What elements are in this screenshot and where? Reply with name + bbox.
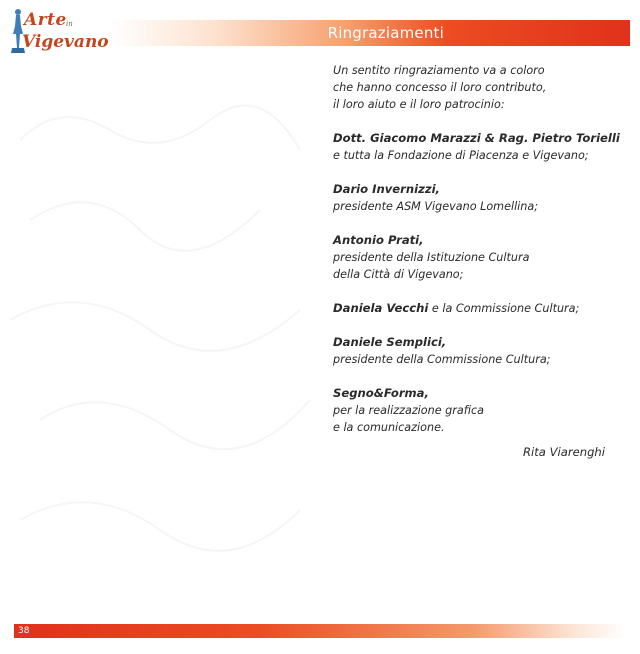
logo-word-in: in [66, 20, 73, 28]
page-title: Ringraziamenti [327, 24, 444, 42]
header-bar [110, 20, 630, 46]
footer-bar [14, 624, 626, 638]
entry-detail: presidente della Istituzione Cultura [333, 251, 530, 264]
entry-name: Daniele Semplici, [333, 335, 447, 349]
entry-name: Dario Invernizzi, [333, 182, 440, 196]
intro-line: che hanno concesso il loro contributo, [333, 81, 547, 94]
page-number: 38 [18, 626, 30, 636]
entry-name: Antonio Prati, [333, 233, 424, 247]
logo [8, 6, 108, 58]
acknowledgement-entry [333, 130, 620, 164]
acknowledgement-entry [333, 300, 613, 317]
intro-line: il loro aiuto e il loro patrocinio: [333, 98, 505, 111]
entry-detail: e tutta la Fondazione di Piacenza e Vigevano; [333, 149, 589, 162]
entry-detail: e la Commissione Cultura; [428, 302, 580, 315]
logo-word-vigevano: Vigevano [22, 32, 109, 52]
entry-detail: per la realizzazione grafica [333, 404, 484, 417]
entry-name: Dott. Giacomo Marazzi & Rag. Pietro Torielli [333, 131, 620, 145]
background-watermark [0, 60, 330, 620]
entry-line [333, 300, 613, 317]
acknowledgement-entry [333, 232, 613, 283]
entry-name: Segno&Forma, [333, 386, 429, 400]
entry-detail: della Città di Vigevano; [333, 268, 464, 281]
logo-word-arte: Arte [24, 10, 67, 30]
acknowledgement-entry [333, 181, 613, 215]
acknowledgement-entry [333, 334, 613, 368]
entry-name: Daniela Vecchi [333, 301, 429, 315]
intro-paragraph [333, 62, 613, 113]
entry-detail: e la comunicazione. [333, 421, 445, 434]
entry-detail: presidente della Commissione Cultura; [333, 353, 551, 366]
acknowledgement-entry [333, 385, 613, 436]
intro-line: Un sentito ringraziamento va a coloro [333, 64, 545, 77]
signature: Rita Viarenghi [522, 445, 605, 459]
acknowledgements-text [333, 62, 620, 453]
entry-detail: presidente ASM Vigevano Lomellina; [333, 200, 538, 213]
